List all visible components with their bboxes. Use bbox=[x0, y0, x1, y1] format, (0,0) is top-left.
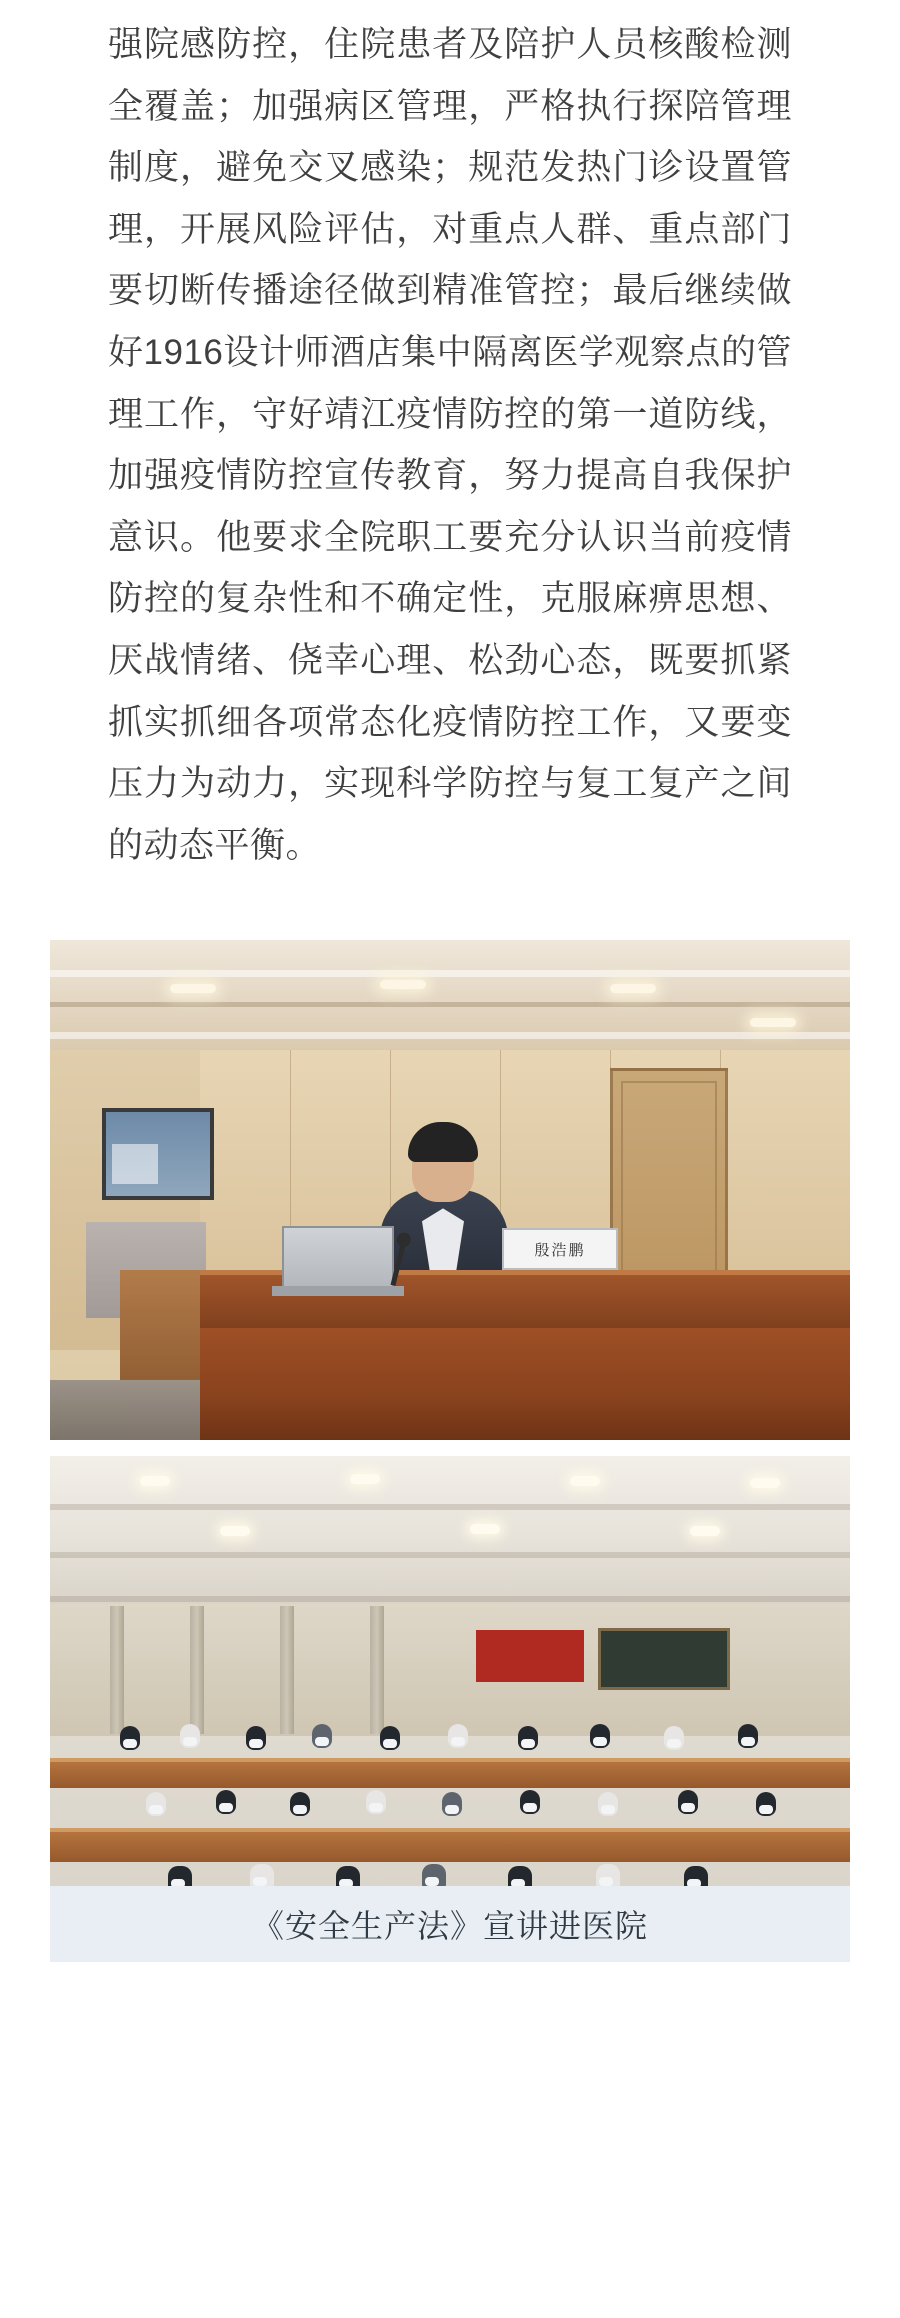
attendee-head bbox=[290, 1792, 310, 1816]
ceiling-light-icon bbox=[470, 1524, 500, 1534]
attendee-head bbox=[312, 1724, 332, 1748]
notice-board bbox=[598, 1628, 730, 1690]
photo-caption-text: 《安全生产法》宣讲进医院 bbox=[251, 1908, 648, 1945]
attendee-head bbox=[146, 1792, 166, 1816]
ceiling-light-icon bbox=[610, 984, 656, 993]
ceiling bbox=[50, 940, 850, 1058]
article-body bbox=[0, 0, 900, 876]
attendee-head bbox=[590, 1724, 610, 1748]
photo-spacer bbox=[0, 876, 900, 940]
ceiling-light-icon bbox=[140, 1476, 170, 1486]
attendee-head bbox=[442, 1792, 462, 1816]
bench-row bbox=[50, 1828, 850, 1862]
attendee-head bbox=[756, 1792, 776, 1816]
attendee-head bbox=[678, 1790, 698, 1814]
projection-screen bbox=[102, 1108, 214, 1200]
photo-gallery bbox=[50, 940, 850, 1956]
ceiling-light-icon bbox=[170, 984, 216, 993]
photo-gap bbox=[50, 1440, 850, 1456]
ceiling-light-icon bbox=[750, 1018, 796, 1027]
back-wall bbox=[50, 1604, 850, 1736]
attendee-head bbox=[216, 1790, 236, 1814]
ceiling bbox=[50, 1456, 850, 1606]
ceiling-light-icon bbox=[570, 1476, 600, 1486]
attendee-head bbox=[598, 1792, 618, 1816]
curtain bbox=[280, 1606, 294, 1734]
attendee-head bbox=[448, 1724, 468, 1748]
red-banner bbox=[476, 1630, 584, 1682]
attendee-head bbox=[366, 1790, 386, 1814]
photo-speaker-at-conference-desk bbox=[50, 940, 850, 1440]
laptop-base bbox=[272, 1286, 404, 1296]
photo-audience-in-lecture-hall bbox=[50, 1456, 850, 1956]
curtain bbox=[110, 1606, 124, 1734]
ceiling-light-icon bbox=[350, 1474, 380, 1484]
curtain bbox=[370, 1606, 384, 1734]
ceiling-beam bbox=[50, 1596, 850, 1602]
laptop bbox=[282, 1226, 394, 1288]
ceiling-light-icon bbox=[690, 1526, 720, 1536]
conference-desk-front bbox=[200, 1328, 850, 1440]
ceiling-light-icon bbox=[750, 1478, 780, 1488]
ceiling-beam bbox=[50, 1504, 850, 1510]
attendee-head bbox=[664, 1726, 684, 1750]
floor bbox=[50, 1380, 200, 1440]
attendee-head bbox=[738, 1724, 758, 1748]
ceiling-groove bbox=[50, 1002, 850, 1007]
attendee-head bbox=[246, 1726, 266, 1750]
ceiling-beam bbox=[50, 1552, 850, 1558]
curtain bbox=[190, 1606, 204, 1734]
speaker-nameplate: 殷浩鹏 bbox=[502, 1228, 618, 1270]
attendee-head bbox=[380, 1726, 400, 1750]
ceiling-line bbox=[50, 970, 850, 977]
attendee-head bbox=[520, 1790, 540, 1814]
attendee-head bbox=[518, 1726, 538, 1750]
ceiling-light-icon bbox=[380, 980, 426, 989]
audience-row bbox=[50, 1784, 850, 1830]
ceiling-line bbox=[50, 1032, 850, 1039]
bottom-padding bbox=[0, 1962, 900, 2002]
attendee-head bbox=[120, 1726, 140, 1750]
ceiling-light-icon bbox=[220, 1526, 250, 1536]
article-paragraph: 强院感防控，住院患者及陪护人员核酸检测全覆盖；加强病区管理，严格执行探陪管理制度，避免交叉感染；规范发热门诊设置管理，开展风险评估，对重点人群、重点部门要切断传播途径做到精准管控；最后继续做好1916设计师酒店集中隔离医学观察点的管理工作，守好靖江疫情防控的第一道防线，加强疫情防控宣传教育，努力提高自我保护意识。他要求全院职工要充分认识当前疫情防控的复杂性和不确定性，克服麻痹思想、厌战情绪、侥幸心理、松劲心态，既要抓紧抓实抓细各项常态化疫情防控工作，又要变压力为动力，实现科学防控与复工复产之间的动态平衡。 bbox=[108, 25, 792, 865]
attendee-head bbox=[180, 1724, 200, 1748]
photo-caption-bar bbox=[50, 1886, 850, 1962]
